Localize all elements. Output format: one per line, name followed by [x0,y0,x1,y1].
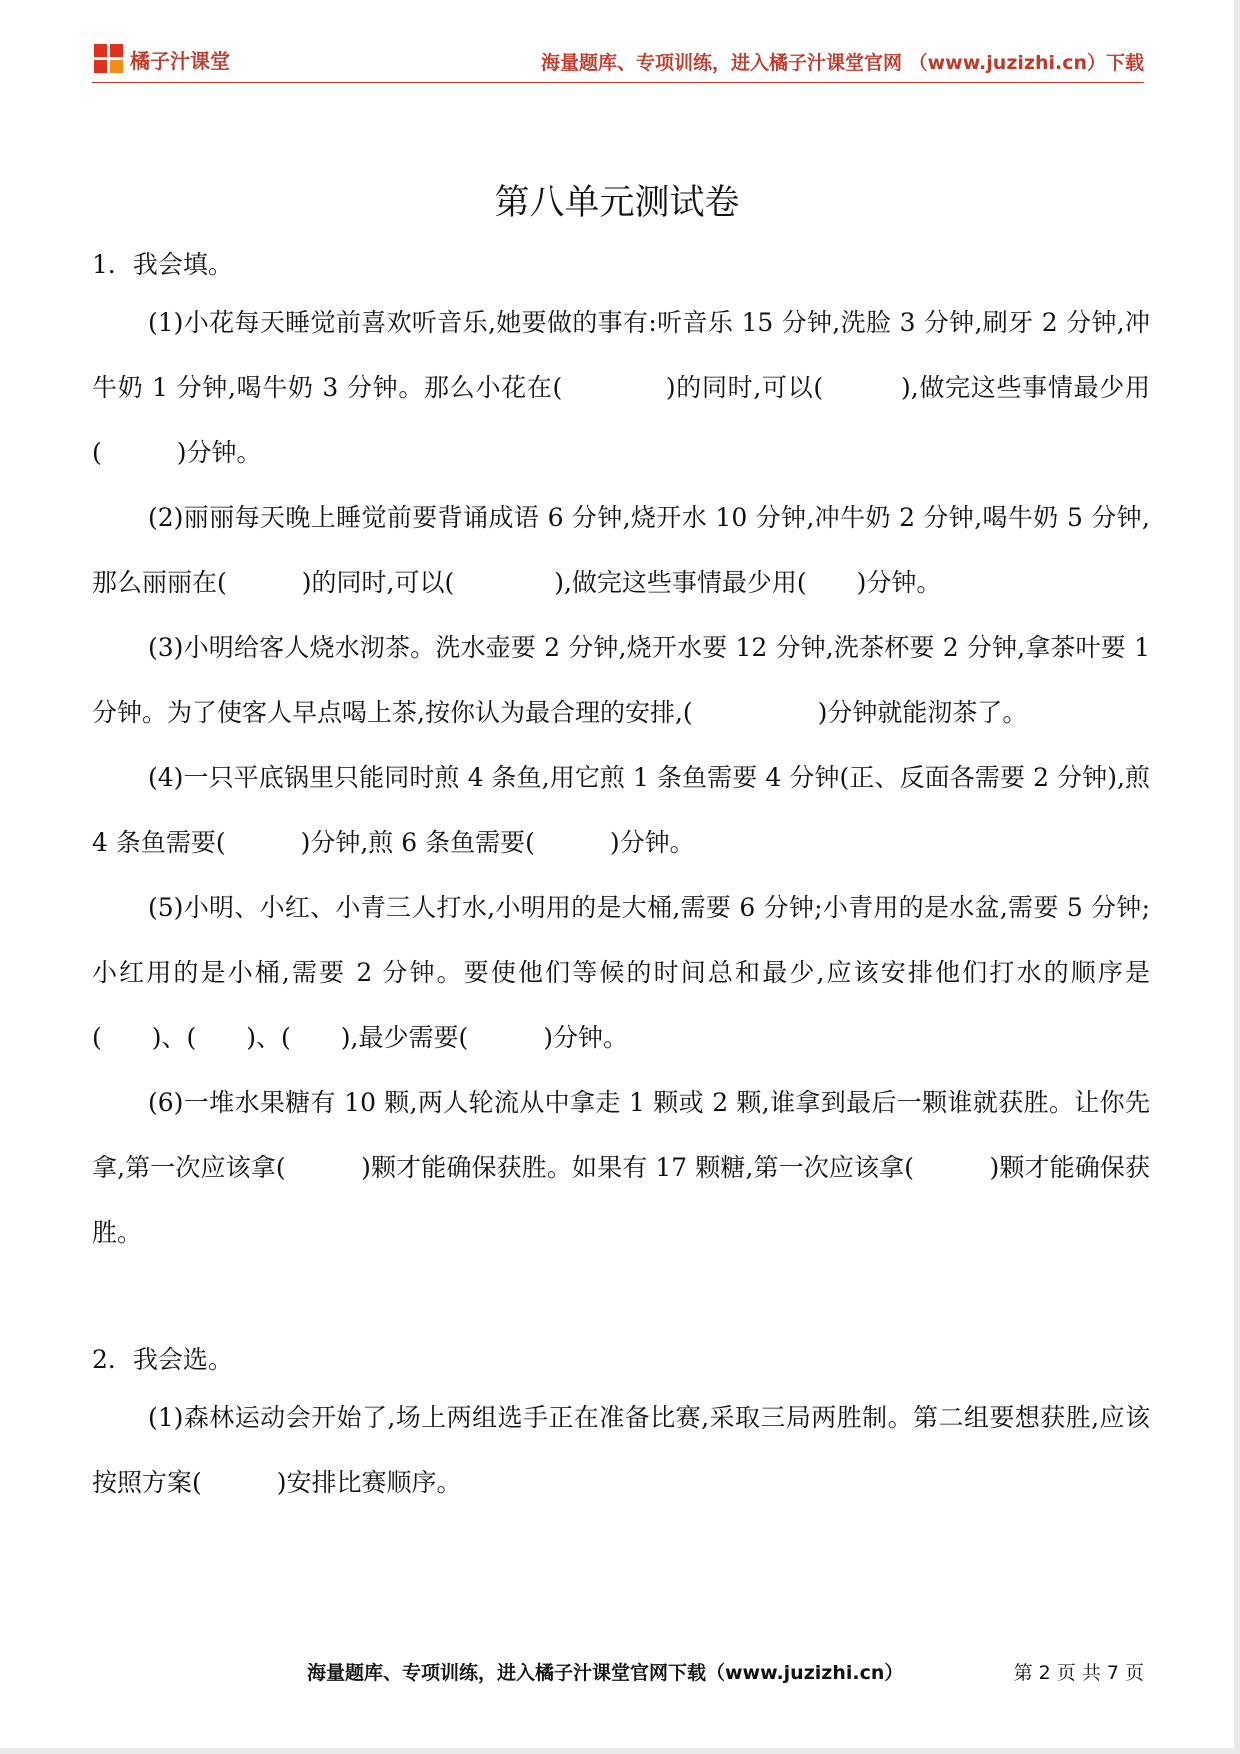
exam-content [92,240,1150,1515]
page-number: 第 2 页 共 7 页 [1013,1662,1144,1684]
section-1-heading: 1．我会填。 [92,250,233,279]
question-2-1: (1)森林运动会开始了,场上两组选手正在准备比赛,采取三局两胜制。第二组要想获胜,应该按照方案( )安排比赛顺序。 [92,1403,1150,1497]
footer-slogan: 海量题库、专项训练，进入橘子汁课堂官网下载（www.juzizhi.cn） [307,1662,904,1684]
section-spacer [92,1265,1150,1335]
question-1-1: (1)小花每天睡觉前喜欢听音乐,她要做的事有:听音乐 15 分钟,洗脸 3 分钟,刷牙 2 分钟,冲牛奶 1 分钟,喝牛奶 3 分钟。那么小花在( )的同时,可以( ),做完这些事情最少用( )分钟。 [92,308,1150,467]
question-1-2: (2)丽丽每天晚上睡觉前要背诵成语 6 分钟,烧开水 10 分钟,冲牛奶 2 分钟,喝牛奶 5 分钟,那么丽丽在( )的同时,可以( ),做完这些事情最少用( )分钟。 [92,503,1150,597]
brand-logo [94,44,230,74]
question-1-3: (3)小明给客人烧水沏茶。洗水壶要 2 分钟,烧开水要 12 分钟,洗茶杯要 2 分钟,拿茶叶要 1 分钟。为了使客人早点喝上茶,按你认为最合理的安排,( )分钟就能沏茶了。 [92,633,1150,727]
section-2-heading: 2．我会选。 [92,1345,233,1374]
logo-icon [94,44,124,74]
logo-text: 橘子汁课堂 [130,48,230,73]
page-title: 第八单元测试卷 [494,183,740,223]
page-footer [0,1650,1234,1690]
header-slogan: 海量题库、专项训练，进入橘子汁课堂官网 （www.juzizhi.cn）下载 [541,52,1144,74]
question-1-5: (5)小明、小红、小青三人打水,小明用的是大桶,需要 6 分钟;小青用的是水盆,需要 5 分钟;小红用的是小桶,需要 2 分钟。要使他们等候的时间总和最少,应该安排他们打水的顺序是( )、( )、( ),最少需要( )分钟。 [92,893,1150,1052]
page-header [92,40,1144,83]
question-1-4: (4)一只平底锅里只能同时煎 4 条鱼,用它煎 1 条鱼需要 4 分钟(正、反面各需要 2 分钟),煎 4 条鱼需要( )分钟,煎 6 条鱼需要( )分钟。 [92,763,1150,857]
question-1-6: (6)一堆水果糖有 10 颗,两人轮流从中拿走 1 颗或 2 颗,谁拿到最后一颗谁就获胜。让你先拿,第一次应该拿( )颗才能确保获胜。如果有 17 颗糖,第一次应该拿( )颗才能确保获胜。 [92,1088,1150,1247]
